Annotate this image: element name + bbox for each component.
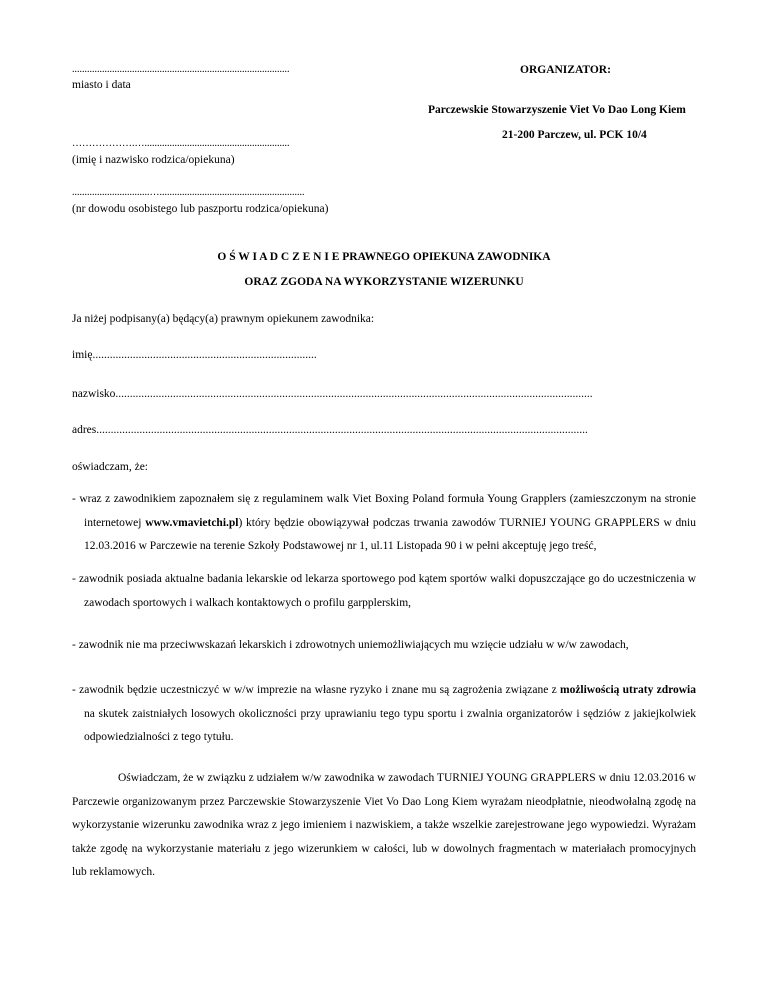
bullet-regulations-text2: ) który będzie obowiązywał podczas trwania zawodów TURNIEJ YOUNG GRAPPLERS w dniu 12.03.2016 w Parczewie na terenie Szkoły Podstawowej nr 1, ul.11 Listopada 90 i w pełni akceptuję jego treść, (84, 516, 696, 552)
organizer-title: ORGANIZATOR: (520, 64, 611, 76)
parent-name-dots: ……………….….......................................................... (72, 138, 290, 149)
intro-text: Ja niżej podpisany(a) będący(a) prawnym opiekunem zawodnika: (72, 313, 375, 325)
declare-text: oświadczam, że: (72, 461, 148, 473)
bullet-risk-text1: - zawodnik będzie uczestniczyć w w/w imprezie na własne ryzyko i znane mu są zagrożenia związane z (72, 684, 560, 696)
parent-name-label: (imię i nazwisko rodzica/opiekuna) (72, 154, 235, 166)
bullet-risk-bold: możliwością utraty zdrowia (559, 684, 696, 696)
document-title-line1: O Ś W I A D C Z E N I E PRAWNEGO OPIEKUNA ZAWODNIKA (217, 251, 551, 263)
bullet-risk-text2: na skutek zaistniałych losowych okoliczności przy uprawianiu tego typu sportu i zwalnia organizatorów i sędziów z jakiejkolwiek odpowiedzialności z tego tytułu. (84, 707, 696, 743)
bullet-medical (72, 568, 696, 615)
city-date-label: miasto i data (72, 79, 131, 91)
bullet-contraindications (72, 634, 696, 658)
bullet-contraindications-text: - zawodnik nie ma przeciwwskazań lekarskich i zdrowotnych uniemożliwiających mu wzięcie udziału w w/w zawodach, (72, 639, 629, 651)
bullet-medical-text: - zawodnik posiada aktualne badania lekarskie od lekarza sportowego pod kątem sportów walki dopuszczające go do uczestniczenia w zawodach sportowych i walkach kontaktowych o profilu garpplerskim, (72, 573, 696, 609)
field-name: imię.............................................................................. (72, 349, 317, 361)
organizer-address: 21-200 Parczew, ul. PCK 10/4 (502, 129, 647, 141)
bullet-regulations (72, 488, 696, 559)
city-date-dots: ....................................................................................... (72, 64, 290, 75)
field-address: adres........................................................................................................................................................................... (72, 424, 588, 436)
document-title-line2: ORAZ ZGODA NA WYKORZYSTANIE WIZERUNKU (244, 276, 524, 288)
parent-id-label: (nr dowodu osobistego lub paszportu rodzica/opiekuna) (72, 203, 329, 215)
field-surname: nazwisko...................................................................................................................................................................... (72, 388, 593, 400)
parent-id-dots: ...............................….......................................................... (72, 187, 305, 198)
bullet-regulations-text1: - wraz z zawodnikiem zapoznałem się z regulaminem walk Viet Boxing Poland formuła Young Grapplers (zamieszczonym na stronie internetowej (72, 493, 696, 529)
bullet-risk (72, 679, 696, 750)
website-link[interactable]: www.vmavietchi.pl (145, 516, 239, 529)
organizer-name: Parczewskie Stowarzyszenie Viet Vo Dao Long Kiem (428, 104, 686, 116)
consent-paragraph: Oświadczam, że w związku z udziałem w/w zawodnika w zawodach TURNIEJ YOUNG GRAPPLERS w dniu 12.03.2016 w Parczewie organizowanym przez Parczewskie Stowarzyszenie Viet Vo Dao Long Kiem wyrażam nieodpłatnie, nieodwołalną zgodę na wykorzystanie wizerunku zawodnika wraz z jego imieniem i nazwiskiem, a także wszelkie zarejestrowane jego wypowiedzi. Wyrażam także zgodę na wykorzystanie materiału z jego wizerunkiem w całości, lub w dowolnych fragmentach w materiałach promocyjnych lub reklamowych. (72, 772, 696, 878)
